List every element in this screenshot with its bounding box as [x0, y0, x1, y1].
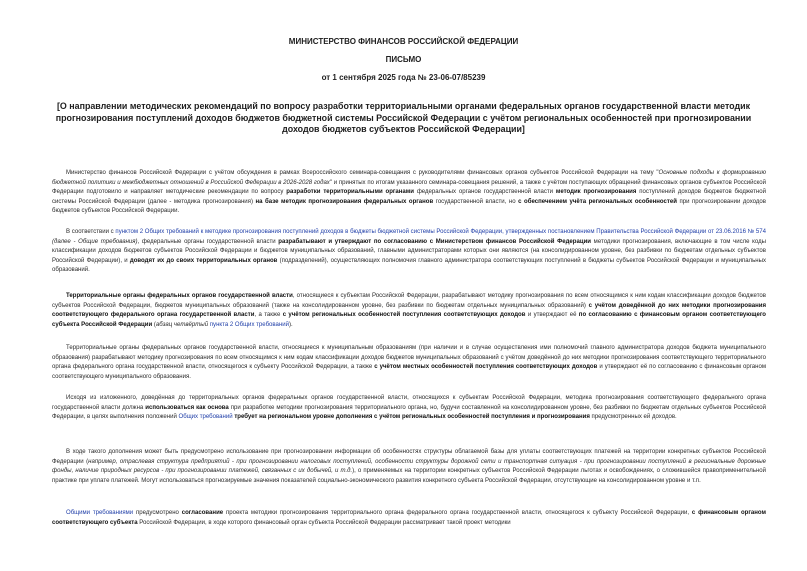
body-text: и утверждают её по согласованию с финансовым органом соответствующего муниципального образования. — [52, 364, 767, 380]
body-text: ( — [152, 321, 156, 328]
body-text: государственной власти, но — [433, 198, 519, 205]
body-text: В соответствии с — [66, 229, 116, 235]
paragraph-7 — [52, 509, 766, 528]
body-text: Исходя из изложенного, доведённая до территориальных органов федеральных органов государственной власти, относящихся к субъектам Российской Федерации, методика прогнозирования соответствующего федерального органа государственной власти должна — [52, 395, 766, 411]
body-text: ), о применяемых на территории конкретных субъектов Российской Федерации льготах и освобождениях, о сложившейся правоприменительной практике при уплате платежей. Могут использоваться прогнозируемые значения показателей социально-экономического развития конкретного субъекта Российской Федерации, отсутствующие на консолидированном уровне и т.п. — [52, 468, 766, 484]
body-text: (подразделений), осуществляющих полномочия главного администратора соответствующих поступлений в бюджеты субъектов Российской Федерации и муниципальных образований. — [52, 257, 766, 274]
bold-text: по согласованию с финансовым органом соответствующего субъекта Российской Федерации — [52, 312, 767, 328]
bold-text: с финансовым органом соответствующего субъекта — [52, 510, 766, 526]
document-type: ПИСЬМО — [385, 55, 422, 64]
body-text: и утверждают её — [525, 312, 579, 319]
paragraph-2 — [52, 228, 766, 276]
italic-text: (далее - Общие требования) — [52, 238, 138, 245]
document-link[interactable]: пункта 2 Общих требований — [209, 321, 289, 328]
bold-text: согласование — [181, 510, 224, 516]
italic-text: например, отраслевая структура предприятий - при прогнозировании налоговых поступлений, особенности структуры дорожной сети и транспортная ситуация - при прогнозировании поступлений в региональные дорожные фонды, наличие природных ресурсов - при прогнозировании платежей, связанных с их добычей, и т.д. — [52, 458, 767, 475]
bold-text: с учётом доведённой до них методики прогнозирования соответствующего федерального органа государственной власти — [52, 302, 766, 319]
body-text: " и принятых по итогам указанного семинара-совещания решений, а также с учётом поступающих обращений финансовых органов субъектов Российской Федерации подготовило и направляет методические рекомендации по вопросу — [52, 179, 766, 196]
body-text: , а также — [254, 312, 283, 319]
bold-text: Территориальные органы федеральных органов государственной власти — [66, 293, 293, 299]
italic-text: Основные подходы к формированию бюджетной политики и межбюджетных отношений в Российской Федерации в 2026-2028 годах — [52, 170, 766, 186]
paragraph-4 — [52, 344, 766, 382]
body-text: методики прогнозирования, включающие в том числе коды классификации доходов бюджетов субъектов Российской Федерации и бюджетов муниципальных образований, главными администраторами которых они являются (на консолидированном уровне, без разбивки по бюджетам отдельных субъектов Российской Федерации), и — [52, 238, 766, 264]
paragraph-1 — [52, 169, 766, 217]
bold-text: использоваться как основа — [145, 404, 229, 411]
body-text: при прогнозировании доходов бюджетов субъектов Российской Федерации. — [52, 198, 766, 215]
body-text: предусмотрено — [133, 510, 182, 516]
paragraph-6 — [52, 448, 766, 486]
bold-text: с учётом региональных особенностей поступления соответствующих доходов — [282, 312, 526, 319]
body-text: Министерство финансов Российской Федерации с учётом обсуждения в рамках Всероссийского семинара-совещания с руководителями финансовых органов субъектов Российской Федерации на тему " — [66, 170, 659, 176]
body-text: ). — [289, 321, 293, 328]
document-date-number: от 1 сентября 2025 года № 23-06-07/85239 — [321, 73, 486, 82]
document-link[interactable]: Общих требований — [178, 414, 233, 421]
body-text: В ходе такого дополнения может быть предусмотрено использование при прогнозировании информации об особенностях структуры облагаемой базы для уплаты соответствующих платежей на территории конкретных субъектов Российской Федерации ( — [52, 449, 766, 465]
bold-text: доводят их до своих территориальных органов — [129, 257, 278, 264]
paragraph-3 — [52, 292, 766, 330]
body-text: , относящиеся к субъектам Российской Федерации, разрабатывают методику прогнозирования по всем относящимся к ним кодам классификации доходов бюджетов субъектов Российской Федерации, бюджетов муниципальных образований (также на консолидированном уровне, без разбивки по бюджетам отдельных муниципальных образований) — [52, 293, 766, 309]
body-text: , федеральные органы государственной власти — [137, 238, 279, 245]
bold-text: с обеспечением учёта региональных особенностей — [518, 198, 677, 205]
document-link[interactable]: Общими требованиями — [66, 510, 134, 516]
bold-text: разработки территориальными органами — [286, 189, 414, 196]
bold-text: требует на региональном уровне дополнения с учётом региональных особенностей поступления и прогнозирования — [234, 414, 590, 421]
body-text: при разработке методики прогнозирования территориального органа, но, будучи составленной на консолидированном уровне, без разбивки по бюджетам отдельных субъектов Российской Федерации, в целях выполнения положений — [52, 404, 766, 421]
body-text: проекта методики прогнозирования территориального органа федерального органа государственной власти, относящегося к субъекту Российской Федерации, — [223, 510, 692, 516]
body-text: поступлений доходов бюджетов бюджетной системы Российской Федерации (далее - методика прогнозирования) — [52, 189, 766, 205]
body-text: федеральных органов государственной власти — [413, 189, 556, 196]
document-link[interactable]: пунктом 2 Общих требований к методике прогнозирования поступлений доходов в бюджеты бюджетной системы Российской Федерации, утвержденных постановлением Правительства Российской Федерации от 23.06.2016 № 574 — [115, 229, 766, 235]
document-title: [О направлении методических рекомендаций по вопросу разработки территориальными органами федеральных органов государственной власти методик прогнозирования поступлений доходов бюджетов бюджетной системы Российской Федерации с учётом региональных особенностей при прогнозировании доходов бюджетов субъектов Российской Федерации] — [55, 101, 752, 134]
bold-text: на базе методик прогнозирования федеральных органов — [255, 198, 434, 205]
bold-text: методик прогнозирования — [555, 189, 637, 196]
body-text: Российской Федерации, в ходе которого финансовый орган субъекта Российской Федерации рассматривает такой проект методики — [137, 519, 511, 526]
bold-text: разрабатывают и утверждают по согласованию с Министерством финансов Российской Федерации — [278, 238, 592, 245]
bold-text: с учётом местных особенностей поступления соответствующих доходов — [374, 364, 598, 371]
paragraph-5 — [52, 394, 766, 423]
ministry-heading: МИНИСТЕРСТВО ФИНАНСОВ РОССИЙСКОЙ ФЕДЕРАЦИИ — [288, 37, 519, 46]
body-text: предусмотренных ей доходов. — [589, 414, 677, 421]
body-text: Территориальные органы федеральных органов государственной власти, относящиеся к муниципальным образованиям (при наличии и в случае осуществления ими полномочий главного администратора доходов бюджета муниципального образования) разрабатывают методику прогнозирования по всем относящимся к ним кодам классификации доходов бюджетов муниципальных образований с учётом доведённой до них методики прогнозирования соответствующего территориального органа федерального органа государственной власти, относящегося к субъекту Российской Федерации, а также — [52, 345, 766, 371]
italic-text: абзац четвёртый — [155, 321, 209, 328]
